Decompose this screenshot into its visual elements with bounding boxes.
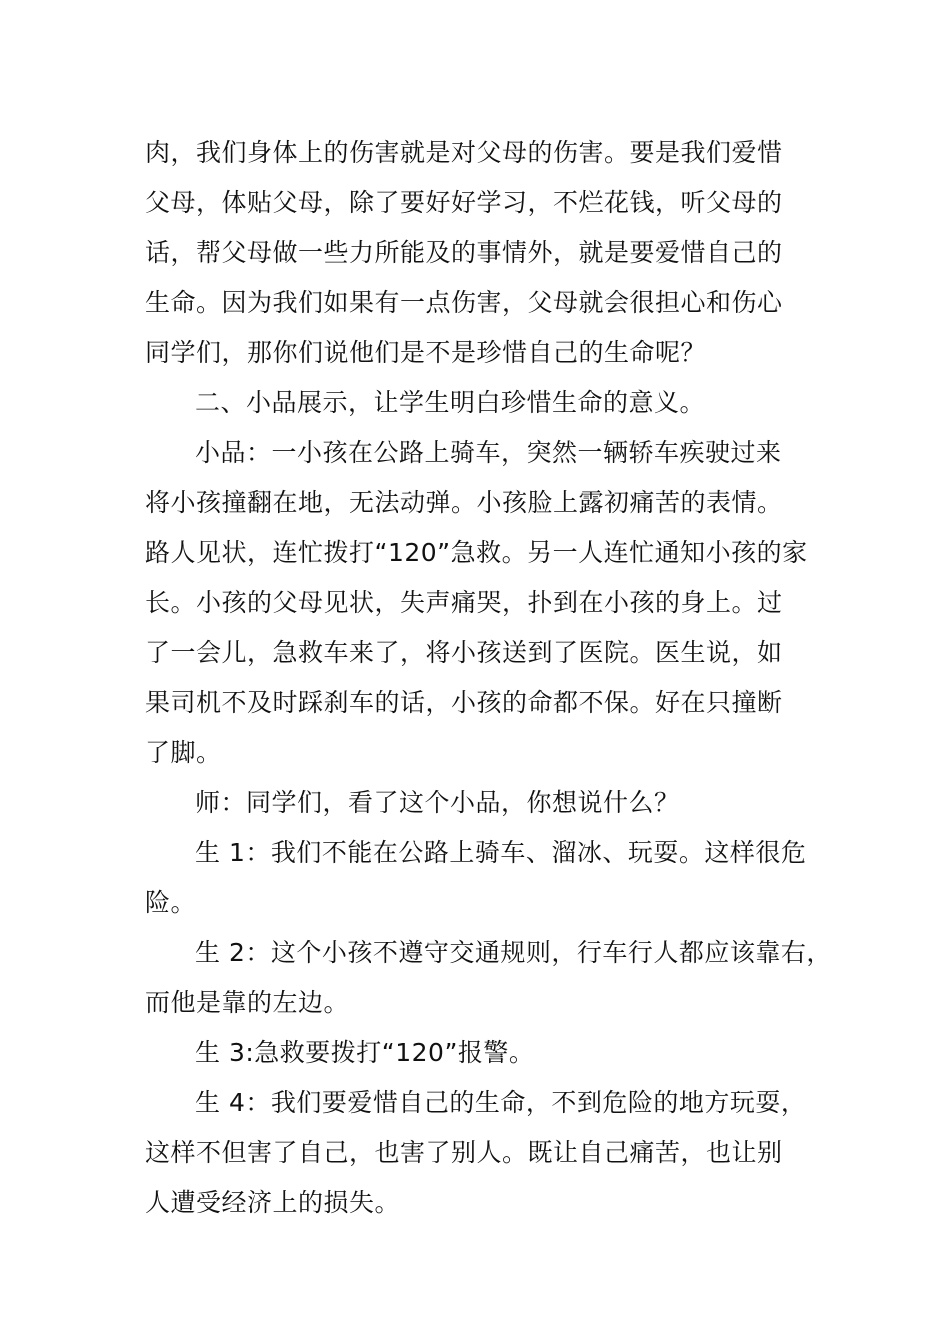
text-line-1: 肉，我们身体上的伤害就是对父母的伤害。要是我们爱惜	[145, 138, 783, 167]
text-line-19: 生 3:急救要拨打“120”报警。	[195, 1038, 535, 1067]
text-line-16: 险。	[145, 888, 197, 917]
text-line-10: 长。小孩的父母见状，失声痛哭，扑到在小孩的身上。过	[145, 588, 783, 617]
text-line-4: 生命。因为我们如果有一点伤害，父母就会很担心和伤心	[145, 288, 783, 317]
text-line-17: 生 2：这个小孩不遵守交通规则，行车行人都应该靠右，	[195, 938, 832, 967]
text-line-14: 师：同学们，看了这个小品，你想说什么？	[195, 788, 680, 817]
document-body	[145, 128, 835, 1228]
section-heading: 二、小品展示，让学生明白珍惜生命的意义。	[195, 388, 706, 417]
text-line-7: 小品：一小孩在公路上骑车，突然一辆轿车疾驶过来	[195, 438, 782, 467]
text-line-18: 而他是靠的左边。	[145, 988, 350, 1017]
text-line-5: 同学们，那你们说他们是不是珍惜自己的生命呢？	[145, 338, 707, 367]
text-line-22: 人遭受经济上的损失。	[145, 1188, 401, 1217]
text-line-8: 将小孩撞翻在地，无法动弹。小孩脸上露初痛苦的表情。	[145, 488, 783, 517]
text-line-3: 话，帮父母做一些力所能及的事情外，就是要爱惜自己的	[145, 238, 783, 267]
text-line-15: 生 1：我们不能在公路上骑车、溜冰、玩耍。这样很危	[195, 838, 807, 867]
text-line-13: 了脚。	[145, 738, 222, 767]
text-line-9: 路人见状，连忙拨打“120”急救。另一人连忙通知小孩的家	[145, 538, 808, 567]
text-line-20: 生 4：我们要爱惜自己的生命，不到危险的地方玩耍，	[195, 1088, 807, 1117]
text-line-11: 了一会儿，急救车来了，将小孩送到了医院。医生说，如	[145, 638, 783, 667]
text-line-21: 这样不但害了自己，也害了别人。既让自己痛苦，也让别	[145, 1138, 783, 1167]
text-line-2: 父母，体贴父母，除了要好好学习，不烂花钱，听父母的	[145, 188, 783, 217]
text-line-12: 果司机不及时踩刹车的话，小孩的命都不保。好在只撞断	[145, 688, 783, 717]
